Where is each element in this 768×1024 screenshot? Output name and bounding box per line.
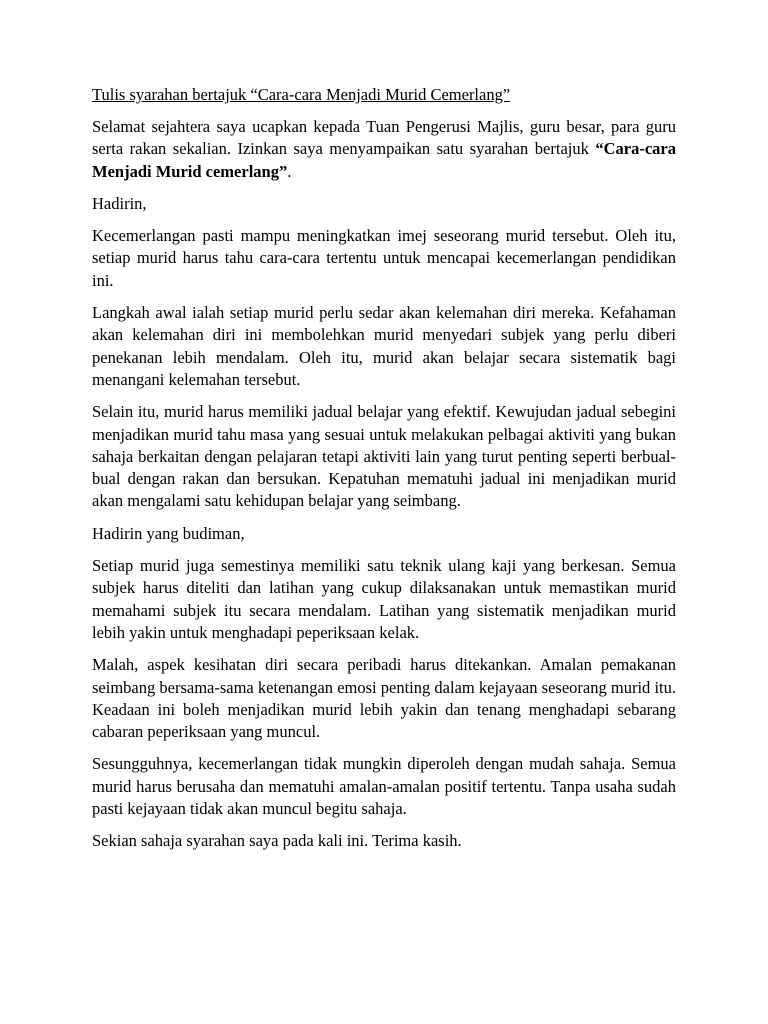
intro-paragraph [92, 116, 676, 183]
greeting-audience: Hadirin, [92, 193, 147, 213]
paragraph-5: Malah, aspek kesihatan diri secara peribadi harus ditekankan. Amalan pemakanan seimbang bersama-sama ketenangan emosi penting dalam kejayaan seseorang murid itu. Keadaan ini boleh menjadikan murid lebih yakin dan tenang menghadapi sebarang cabaran peperiksaan yang muncul. [92, 655, 676, 742]
closing-remark: Sekian sahaja syarahan saya pada kali ini. Terima kasih. [92, 831, 462, 851]
document-title: Tulis syarahan bertajuk “Cara-cara Menjadi Murid Cemerlang” [92, 85, 511, 104]
intro-speech-title: “Cara-cara Menjadi Murid cemerlang” [92, 139, 676, 181]
paragraph-3: Selain itu, murid harus memiliki jadual belajar yang efektif. Kewujudan jadual sebegini menjadikan murid tahu masa yang sesuai untuk melakukan pelbagai aktiviti yang bukan sahaja berkaitan dengan pelajaran tetapi aktiviti lain yang turut penting seperti berbual-bual dengan rakan dan bersukan. Kepatuhan mematuhi jadual ini menjadikan murid akan mengalami satu kehidupan belajar yang seimbang. [92, 402, 676, 511]
intro-text: Selamat sejahtera saya ucapkan kepada Tuan Pengerusi Majlis, guru besar, para guru serta rakan sekalian. Izinkan saya menyampaikan satu syarahan bertajuk [92, 117, 676, 159]
paragraph-6: Sesungguhnya, kecemerlangan tidak mungkin diperoleh dengan mudah sahaja. Semua murid harus berusaha dan mematuhi amalan-amalan positif tertentu. Tanpa usaha sudah pasti kejayaan tidak akan muncul begitu sahaja. [92, 754, 676, 819]
paragraph-2: Langkah awal ialah setiap murid perlu sedar akan kelemahan diri mereka. Kefahaman akan kelemahan diri ini membolehkan murid menyedari subjek yang perlu diberi penekanan lebih mendalam. Oleh itu, murid akan belajar secara sistematik bagi menangani kelemahan tersebut. [92, 303, 676, 389]
document-page [92, 84, 676, 863]
intro-ending: . [287, 161, 292, 181]
paragraph-1: Kecemerlangan pasti mampu meningkatkan imej seseorang murid tersebut. Oleh itu, setiap murid harus tahu cara-cara tertentu untuk mencapai kecemerlangan pendidikan ini. [92, 226, 676, 290]
greeting-respected-audience: Hadirin yang budiman, [92, 523, 245, 543]
paragraph-4: Setiap murid juga semestinya memiliki satu teknik ulang kaji yang berkesan. Semua subjek harus diteliti dan latihan yang cukup dilaksanakan untuk memastikan murid memahami subjek itu secara mendalam. Latihan yang sistematik menjadikan murid lebih yakin untuk menghadapi peperiksaan kelak. [92, 556, 676, 642]
